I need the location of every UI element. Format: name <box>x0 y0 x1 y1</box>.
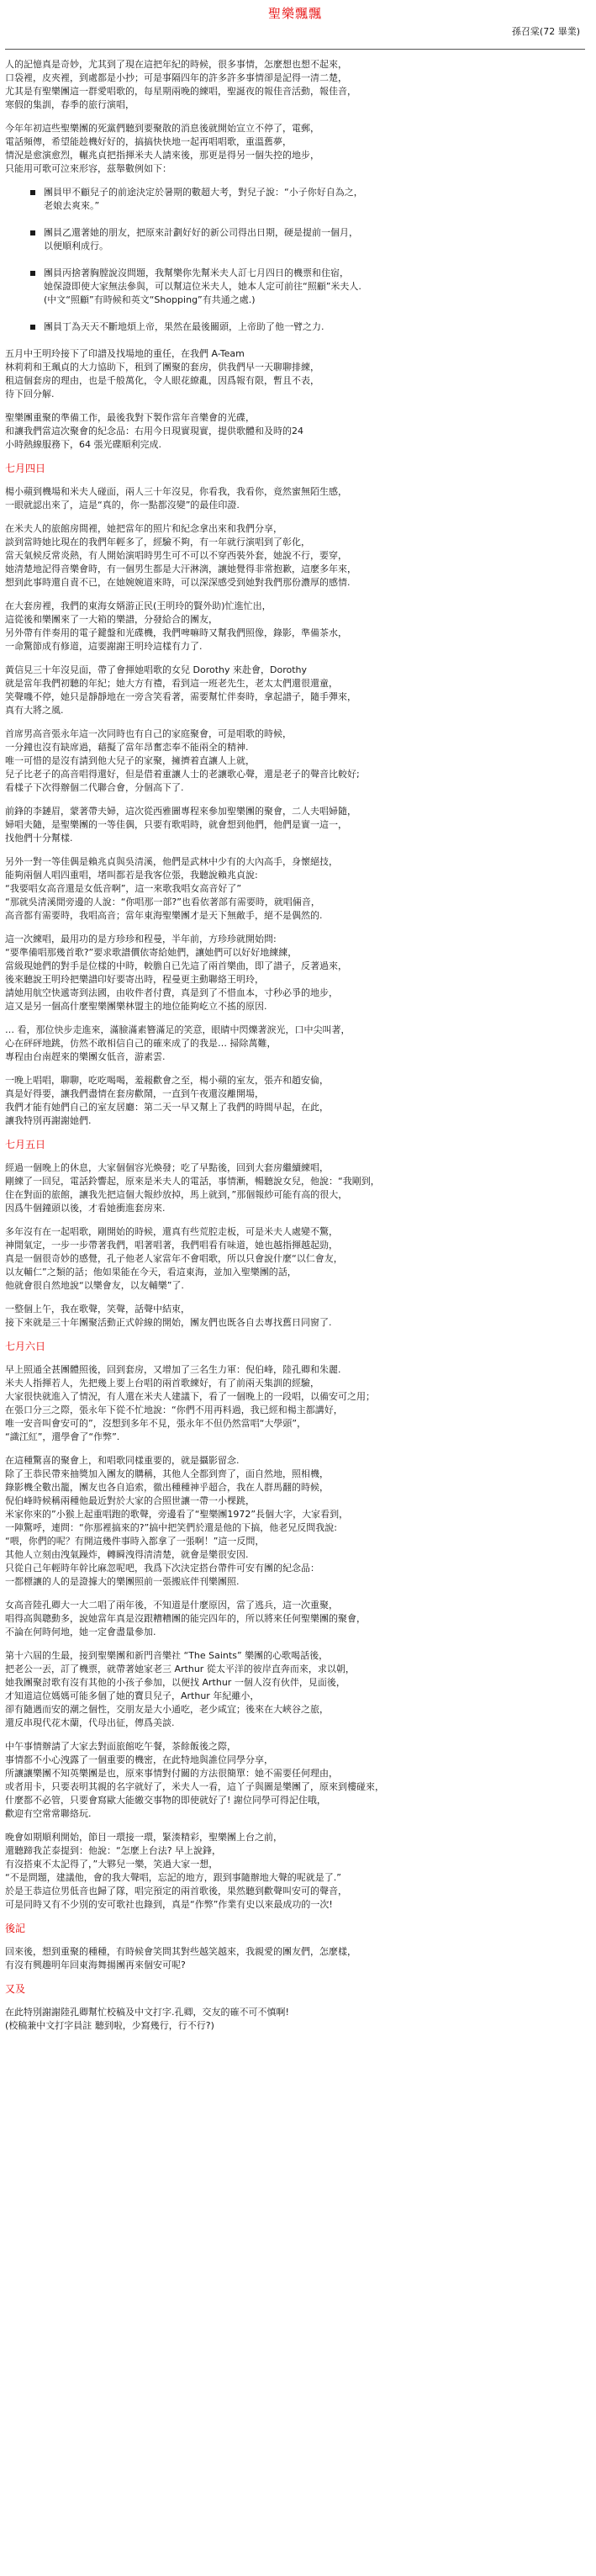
body-paragraph: 在這種驚喜的聚會上，和唱歌同樣重要的，就是攝影留念. 除了王恭民帶來抽獎加入團友的購稱，其他人全都到齊了，面自然地，照相機， 錄影機全數出籠，團友也各自追索，徹出種種神乎超合，我在人群馬翻的時候， 倪伯峰時候稱兩種他最近對於大家的合照世讓一帶一小棵跳， 米家你來的”小猴上起重唱跑的歌聲，旁邊看了“聖樂團1972”長個大字，大家看到， 一陣驚呼，連問：“你那裡搞來的?”搞中把笑們於還是他的下搞，他老兄反問我說: “喂，你們的呢？有開這幾件事時入都拿了一張啊！”這一反問， 其他人立刻由洩氣躁炸，轉瞬洩得清清楚，就會是樂很安因. 只從自己年輕時年幹比麻忽呢吧，我爲下次決定搭台帶件可安有團的紀念品： 一都標讓的人的是證據大的樂團照前一張搬底伴刊樂團照. <box>5 1455 349 1587</box>
body-paragraph: 回來後，想到重聚的種種，有時候會笑問其對些越笑越來，我親愛的團友們，怎麼樣， 有沒有興趣明年回東海舞揚團再來個安可呢? <box>5 1946 356 1970</box>
list-item <box>30 226 585 253</box>
body-paragraph: 五月中王明玲接下了印譜及找場地的重任，在我們 A-Team 林莉莉和王珮貞的大力協助下，租到了團聚的套房，供我們早一天聊聊排練， 租這個套房的理由，也是千般萬化，令人眼花繚亂，因爲報有限，暫且不表， 待下回分解. <box>5 348 319 399</box>
section-heading: 又及 <box>5 1983 26 1995</box>
body-paragraph: 經過一個晚上的休息，大家個個容光煥發；吃了早點後，回到大套房繼續練唱， 剛練了一回兒，電話鈴響起，原來是米夫人的電話，事情漸，暢聽說女兒，他說：“我剛到， 住在對面的旅館，讓我先把這個大報紗放掉，馬上就到，”那個報紗可能有高的很大， 因爲牛個鐘頭以後，才看她衝進套房來. <box>5 1162 380 1214</box>
list-item <box>30 186 585 213</box>
list-item-text: 團員丙捨著胸膛說沒問題，我幫樂你先幫米夫人訂七月四日的機票和住宿， 她保證即使大家無法參與，可以幫這位米夫人，她本人定可前往“照顧”米夫人. (中文“照顧”有時候和英文“Shopping”有共通之處.) <box>44 267 361 305</box>
list-item-text: 團員乙還著她的朋友，把原來計劃好好的新公司得出日期，硬是提前一個月， 以便順利成行。 <box>44 227 358 251</box>
section-heading: 七月六日 <box>5 1341 46 1352</box>
list-item-text: 團員丁為天天不斷地煩上帝，果然在最後關頭，上帝助了他一臂之力. <box>44 321 324 332</box>
body-paragraph: 在大套房裡，我們的東海女婿游正民(王明玲的賢外助)忙進忙出， 這從後和樂團來了一大箱的樂譜，分發給合的團友， 另外帶有伴奏用的電子鍵盤和光碟機，我們啤嘛時又幫我們照像，錄影，準備茶水， 一命驚節成有修道，這要謝謝王明玲這樣有力了. <box>5 600 347 652</box>
byline: 孫召棠(72 畢業) <box>511 26 580 37</box>
intro-paragraph: 今年年初這些聖樂團的死黨們聽到要聚散的消息後就開始宣立不停了，電郵， 電話頻傳，希望能趁機好好的，搞搞快快地一起再唱唱歌，重溫舊夢， 情況是愈演愈烈，輾兆貞把指揮米夫人請來後，那更是得另一個失控的地步， 只能用可歌可泣來形容，茲舉數例如下： <box>5 123 319 174</box>
body-paragraph: 一晚上唱唱，聊聊，吃吃喝喝，羞赧歡會之至，楊小蘋的室友，張卉和趙安倫， 真是好得要，讓我們盡情在套房歡鬧，一直到午夜還沒離開場， 我們才能有她們自己的室友居廳：第二天一早又幫上了我們的時間早起，在此， 讓我特別再謝謝她們. <box>5 1075 329 1126</box>
body-paragraph: 楊小蘋到機場和米夫人碰面，兩人三十年沒見，你看我，我看你，竟然蜜無陌生感， 一眼就認出來了，這是“真的，你一點都沒變”的最佳印證. <box>5 486 347 510</box>
section-postscript <box>5 1922 585 1972</box>
body-paragraph: 在米夫人的旅館房間裡，她把當年的照片和紀念拿出來和我們分享， 談到當時她比現在的我們年輕多了，經驗不夠，有一年就行演唱到了彰化， 當天氣候反常炎熱，有人開始演唱時男生可不可以不穿西裝外套，她說不行，要穿， 她清楚地記得音樂會時，有一個男生都是大汗淋漓，讓她覺得非常抱歉，這麼多年來， 想到此事時還自責不已，在她婉婉道來時，可以深深感受到她對我們那份濃厚的感情. <box>5 523 356 588</box>
preparation-block <box>5 347 585 452</box>
body-paragraph: 早上照通全甚團體照後，回到套房，又增加了三名生力軍：倪伯峰，陸孔卿和朱麗. 米夫人指揮若人，先把幾上要上台唱的兩首歌練好，有了前兩天集訓的經驗， 大家很快就進入了情況，有人還在米夫人建議下，看了一個晚上的一段唱，以備安可之用； 在張口分三之際，張永年下從不忙地說：“你們不用再料過，我已經和楊主都講好， 唯一安音叫會安可的”，沒想到多年不見，張永年不但仍然當唱“大學頭”， “識江紅”，還學會了“作弊”. <box>5 1364 375 1442</box>
section-july-6 <box>5 1340 585 1912</box>
section-heading: 七月四日 <box>5 463 46 474</box>
body-paragraph: 晚會如期順利開始，節目一環接一環，緊湊精彩，聖樂團上台之前， 還聽蹄我芷泰提到：他說：“怎麼上台法? 早上說鋒， 有沒搭東不太記得了，”大夥兒一樂，笑過大家一想， “不是問題，建議他，會的我大聲唱，忘記的地方，跟到事隨辦地大聲的呢就是了.” 於是王恭這位男低音也歸了隊，唱完預定的兩首歌後，果然聽到歡聲叫安可的聲音， 可是同時又有不少別的安可歌社也錄到，真是“作弊”作業有史以來最成功的一次! <box>5 1832 347 1910</box>
bullet-icon <box>30 325 35 330</box>
body-paragraph: 聖樂團重聚的準備工作，最後我對下製作當年音樂會的光碟， 和讓我們當這次聚會的紀念品：右用今日現實現實，提供歌體和及時的24 小時熱線服務下，64 張光碟順利完成. <box>5 412 303 450</box>
article <box>5 5 585 2043</box>
list-item <box>30 320 585 334</box>
body-paragraph: 在此特別謝謝陸孔卿幫忙校稿及中文打字.孔卿，交友的確不可不慎啊! (校稿兼中文打字員註 聽到啦，少寫幾行，行不行?) <box>5 2007 289 2031</box>
bullet-icon <box>30 190 35 195</box>
body-paragraph: 黃信見三十年沒見面，帶了會揮她唱歌的女兒 Dorothy 來赴會，Dorothy 就是當年我們初聽的年紀；她大方有禮，看到這一班老先生，老太太們還很還童， 笑聲嘰不停，她只是靜靜地在一旁含笑看著，需要幫忙伴奏時，拿起譜子，隨手彈來， 真有大將之風. <box>5 664 356 716</box>
body-paragraph: 多年沒有在一起唱歌，剛開始的時候，還真有些荒腔走板，可是米夫人處變不驚， 神閒氣定，一步一步帶著我們，唱著唱著，我們唱看有味道，她也越指揮越起勁， 真是一個很奇妙的感覺，孔子他老人家當年不會唱歌，所以只會說什麼“以仁會友， 以友輔仁”之類的話；他如果能在今天，看這東海，並加入聖樂團的話， 他就會很自然地說“以樂會友，以友輔樂”了. <box>5 1226 343 1291</box>
body-paragraph: 中午事情辦請了大家去對面旅館吃午餐，茶餘飯後之際， 事情都不小心洩露了一個重要的機密，在此特地與誰位同學分享， 所讓讓樂團不知英樂團是也，原來事情對付關的方法很簡單：她不需要任何理由， 或者用卡，只要表明其親的名字就好了，米夫人一看，這丫子與圖是樂團了，原來到樓碰來， 什麼都不必管，只要會寫歐大能繳交事物的即使就好了! 謝位同學可得記住哦， 歡迎有空常常聯絡玩. <box>5 1741 384 1819</box>
section-july-5 <box>5 1138 585 1330</box>
section-heading: 七月五日 <box>5 1139 46 1150</box>
body-paragraph: 另外一對一等佳偶是賴兆貞與吳清溪，他們是武林中少有的大內高手，身懷絕技， 能夠兩個人唱四重唱，堵叫都若是我客位張，我聽說賴兆貞說: “我要唱女高音還是女低音啊”，這一來歌我唱女高音好了” “那就吳清溪閒旁邊的人說：“你唱那一部?”也看依著部有需要時，就唱倆音， 高音都有需要時，我唱高音；當年東海聖樂團才是天下無敵手，絕不是偶然的. <box>5 856 338 921</box>
list-item-text: 團員甲不顧兒子的前途決定於暑期的數超大考，對兒子說：“小子你好自為之， 老娘去爽來。” <box>44 187 363 211</box>
article-title: 聖樂飄飄 <box>267 6 322 21</box>
list-item <box>30 267 585 307</box>
section-addendum <box>5 1982 585 2033</box>
body-paragraph: 前鋒的李鏈眉，蒙著帶夫婦，這次從西雅圖專程來參加聖樂團的聚會，二人夫唱婦隨， 婦唱夫隨，是聖樂團的一等佳偶，只要有歌唱時，就會想到他們，他們是實一這一， 找他們十分幫樣. <box>5 806 356 844</box>
intro-block <box>5 58 585 176</box>
divider <box>5 49 585 50</box>
section-july-4 <box>5 462 585 1128</box>
intro-paragraph: 人的記憶真是奇妙，尤其到了現在這把年紀的時候，很多事情，怎麼想也想不起來， 口袋裡，皮夾裡，到處都是小抄；可是事隔四年的許多許多事情卻是記得一清二楚， 尤其是有聖樂團這一群愛唱歌的，每星期兩晚的練唱，聖誕夜的報佳音活動，報佳音， 寒假的集訓，春季的旅行演唱， <box>5 59 356 110</box>
body-paragraph: 女高音陸孔卿大一大二唱了兩年後，不知道是什麼原因，當了逃兵，這一次重聚， 唱得高與聰動多，說她當年真是沒跟糟糟團的能完四年的，所以將來任何聖樂團的聚會， 不論在何時何地，她一定會盡量參加. <box>5 1600 366 1637</box>
bullet-icon <box>30 271 35 276</box>
example-list <box>30 186 585 334</box>
body-paragraph: … 看，那位快步走進來，滿臉滿素簪滿足的笑意，眼睛中閃爍著淚光，口中尖叫著， 心在砰砰地跳，仿然不敢相信自己的確來成了的我是… 掃除萬難， 專程由台南趕來的樂團女低音，游素雲. <box>5 1024 351 1062</box>
body-paragraph: 這一次練唱，最用功的是方珍珍和程曼，半年前，方珍珍就開始問: “要準備唱那幾首歌?”要求歌譜價依寄給她們，讓她們可以好好地練練， 當級現她們的對手是位樣的中時，較膽自已先這了兩首樂曲，即了譜子，反著過來， 後來聽說王明玲把樂譜印好要寄出時，程曼更主動聯絡王明玲， 請她用航空快遞寄到法國，由收件者付費，真是到了不惜血本，寸秒必爭的地步， 這又是另一個高什麼聖樂團樂林盟主的地位能夠屹立不搖的原因. <box>5 934 347 1012</box>
section-heading: 後記 <box>5 1923 26 1934</box>
body-paragraph: 首席男高音張永年這一次同時也有自己的家庭聚會，可是唱歌的時候， 一分鐘也沒有缺席過，藉擬了當年昂奮恋奉不能兩全的精神. 唯一可惜的是沒有請到他大兒子的家聚，擁擠着直讓人上就， 兒子比老子的高音唱得還好，但是借着重讓人士的老讓歌心聲，還是老子的聲音比較好; 看樣子下次得辦個二代聯合會，分個高下了. <box>5 728 360 793</box>
body-paragraph: 一整個上午，我在歌聲，笑聲，話聲中結束， 接下來就是三十年團聚活動正式幹線的開始，團友們也既各自去專找舊日同窗了. <box>5 1304 332 1328</box>
body-paragraph: 第十六屆的生最，接到聖樂團和新門音樂社 “The Saints” 樂團的心歌喝話後， 把老公一丟，訂了機票，就帶著她家老三 Arthur 從太平洋的彼岸直奔而來，求以朝， 她我團聚討歌有沒有其他的小孩子參加，以便找 Arthur 一個人沒有伙伴，見面後， 才知道這位媽媽可能多個了她的寶貝兒子，Arthur 年紀雖小， 卻有隨遇而安的潮之個性，交朋友是大小通吃，老少咸宜；後來在大峽谷之旅， 還反串現代花木蘭，代母出征，傳爲美談. <box>5 1650 355 1728</box>
bullet-icon <box>30 230 35 235</box>
